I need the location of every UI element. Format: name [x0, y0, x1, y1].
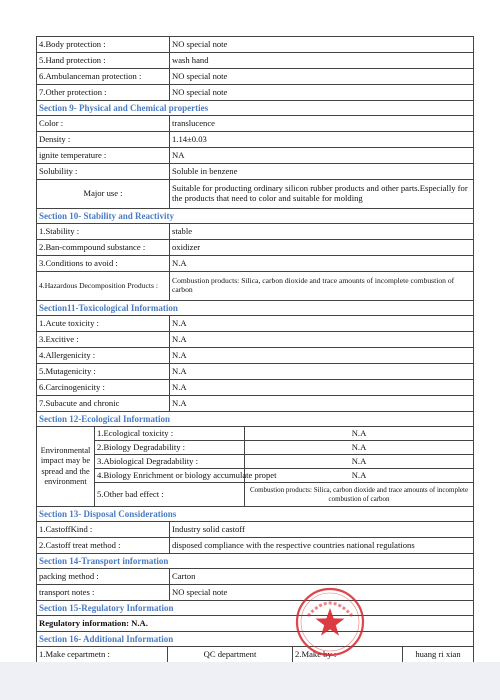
section-15-table: [36, 615, 474, 632]
major-use-value: Suitable for producting ordinary silicon rubber products and other parts.Especially for the products that need to color and suitable for molding: [170, 180, 474, 209]
row-label: 2.Ban-commpound substance :: [37, 240, 170, 256]
row-label: Solubility :: [37, 164, 170, 180]
section-10-table: [36, 223, 474, 301]
row-value: NO special note: [170, 37, 474, 53]
section-9-title: Section 9- Physical and Chemical properties: [36, 101, 474, 115]
table-row: [37, 569, 474, 585]
section-10-title: Section 10- Stability and Reactivity: [36, 209, 474, 223]
row-value: QC department: [168, 647, 293, 663]
row-label: 1.Make cepartmetn :: [37, 647, 168, 663]
table-row: [37, 332, 474, 348]
table-row: [37, 441, 474, 455]
table-row: [37, 585, 474, 601]
protection-table: [36, 36, 474, 101]
row-value: N.A: [170, 348, 474, 364]
table-row: [37, 180, 474, 209]
section-11-table: [36, 315, 474, 412]
table-row: [37, 85, 474, 101]
row-value: 1.14±0.03: [170, 132, 474, 148]
table-row: [37, 380, 474, 396]
row-value: translucence: [170, 116, 474, 132]
section-9-table: [36, 115, 474, 209]
table-row: [37, 483, 474, 507]
row-value: wash hand: [170, 53, 474, 69]
table-row: [37, 69, 474, 85]
row-label: 3.Abiological Degradability :: [95, 455, 245, 469]
row-label: packing method :: [37, 569, 170, 585]
table-row: [37, 256, 474, 272]
hazard-label: 4.Hazardous Decomposition Products :: [37, 272, 170, 301]
table-row: [37, 469, 474, 483]
row-label: 4.Body protection :: [37, 37, 170, 53]
table-row: [37, 538, 474, 554]
table-row: [37, 53, 474, 69]
row-label: 5.Hand protection :: [37, 53, 170, 69]
row-label: ignite temperature :: [37, 148, 170, 164]
section-12-table: [36, 426, 474, 507]
ecology-side-label: Environmental impact may be spread and the environment: [37, 427, 95, 507]
section-14-table: [36, 568, 474, 601]
table-row: [37, 522, 474, 538]
major-use-label: Major use :: [37, 180, 170, 209]
row-label: 7.Subacute and chronic: [37, 396, 170, 412]
row-label: 1.Ecological toxicity :: [95, 427, 245, 441]
row-value: N.A: [170, 364, 474, 380]
section-16-title: Section 16- Additional Information: [36, 632, 474, 646]
row-label: 2.Make by :: [293, 647, 403, 663]
row-value: Soluble in benzene: [170, 164, 474, 180]
table-row: [37, 116, 474, 132]
row-label: 6.Carcinogenicity :: [37, 380, 170, 396]
table-row: [37, 396, 474, 412]
table-row: [37, 647, 474, 663]
row-value: N.A: [245, 455, 474, 469]
row-label: 1.Acute toxicity :: [37, 316, 170, 332]
row-value: N.A: [170, 396, 474, 412]
table-row: [37, 132, 474, 148]
row-label: 4.Biology Enrichment or biology accumulate propet: [95, 469, 245, 483]
row-label: 6.Ambulanceman protection :: [37, 69, 170, 85]
section-15-title: Section 15-Regulatory Information: [36, 601, 474, 615]
table-row: [37, 240, 474, 256]
row-label: 2.Castoff treat method :: [37, 538, 170, 554]
row-value: N.A: [245, 427, 474, 441]
row-value: Carton: [170, 569, 474, 585]
table-row: [37, 37, 474, 53]
regulatory-text: Regulatory information: N.A.: [37, 616, 474, 632]
row-label: 3.Excitive :: [37, 332, 170, 348]
row-label: transport notes :: [37, 585, 170, 601]
table-row: [37, 316, 474, 332]
row-value: disposed compliance with the respective countries national regulations: [170, 538, 474, 554]
bottom-margin: [0, 662, 500, 700]
row-value: Combustion products: Silica, carbon dioxide and trace amounts of incomplete combustion of carbon: [245, 483, 474, 507]
row-value: oxidizer: [170, 240, 474, 256]
row-label: Color :: [37, 116, 170, 132]
table-row: [37, 616, 474, 632]
table-row: [37, 224, 474, 240]
table-row: [37, 364, 474, 380]
row-label: 5.Mutagenicity :: [37, 364, 170, 380]
section-13-table: [36, 521, 474, 554]
section-11-title: Section11-Toxicological Information: [36, 301, 474, 315]
row-value: N.A: [170, 332, 474, 348]
row-label: 5.Other bad effect :: [95, 483, 245, 507]
table-row: [37, 455, 474, 469]
section-12-title: Section 12-Ecological Information: [36, 412, 474, 426]
table-row: [37, 348, 474, 364]
row-value: N.A: [245, 441, 474, 455]
table-row: [37, 164, 474, 180]
row-value: NO special note: [170, 585, 474, 601]
row-value: NO special note: [170, 85, 474, 101]
section-13-title: Section 13- Disposal Considerations: [36, 507, 474, 521]
msds-document: [36, 36, 474, 679]
row-value: Industry solid castoff: [170, 522, 474, 538]
table-row: [37, 272, 474, 301]
row-value: huang ri xian: [403, 647, 474, 663]
hazard-value: Combustion products: Silica, carbon dioxide and trace amounts of incomplete combustion of carbon: [170, 272, 474, 301]
row-label: 3.Conditions to avoid :: [37, 256, 170, 272]
row-value: NO special note: [170, 69, 474, 85]
row-label: 1.CastoffKind :: [37, 522, 170, 538]
row-value: NA: [170, 148, 474, 164]
row-value: N.A: [170, 316, 474, 332]
section-14-title: Section 14-Transport information: [36, 554, 474, 568]
row-label: Density :: [37, 132, 170, 148]
table-row: [37, 148, 474, 164]
row-label: 7.Other protection :: [37, 85, 170, 101]
row-value: N.A: [245, 469, 474, 483]
row-label: 1.Stability :: [37, 224, 170, 240]
row-value: stable: [170, 224, 474, 240]
row-label: 4.Allergenicity :: [37, 348, 170, 364]
row-value: N.A: [170, 380, 474, 396]
row-value: N.A: [170, 256, 474, 272]
table-row: [37, 427, 474, 441]
row-label: 2.Biology Degradability :: [95, 441, 245, 455]
